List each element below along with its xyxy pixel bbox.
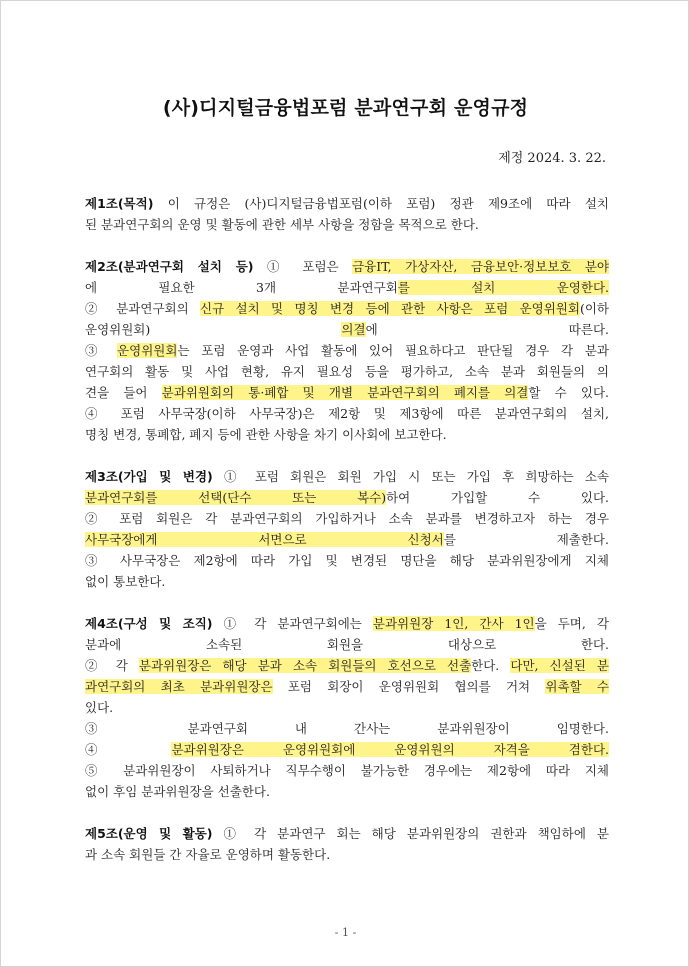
article-line [85, 382, 609, 403]
highlighted-text: 분과위원회의 통·폐합 및 개별 분과연구회의 폐지를 의결 [161, 385, 529, 400]
article-text: 한다. [471, 658, 511, 673]
article-text: ① 포럼 회원은 회원 가입 시 또는 가입 후 희망하는 소속 [223, 469, 609, 484]
article-line [85, 634, 609, 655]
article-text: ③ [85, 343, 118, 358]
article-4 [85, 613, 609, 802]
article-3 [85, 466, 609, 592]
document-body [85, 193, 609, 886]
article-heading: 제5조(운영 및 활동) [85, 826, 213, 841]
article-text: 명칭 변경, 통폐합, 폐지 등에 관한 사항을 차기 이사회에 보고한다. [85, 427, 447, 442]
article-heading: 제2조(분과연구회 설치 등) [85, 259, 254, 274]
article-text: 연구회의 활동 및 사업 현황, 유지 필요성 등을 평가하고, 소속 분과 회원들의 의 [85, 364, 609, 379]
highlighted-text: 분과위원장 1인, 간사 1인 [372, 616, 535, 631]
article-line [85, 571, 609, 592]
highlighted-text: 분과위원장은 해당 분과 소속 회원들의 호선으로 선출 [138, 658, 472, 673]
article-heading: 제1조(목적) [85, 196, 154, 211]
article-line [85, 256, 609, 277]
article-line [85, 298, 609, 319]
document-title: (사)디지털금융법포럼 분과연구회 운영규정 [162, 97, 529, 119]
article-line [85, 340, 609, 361]
article-line [85, 319, 609, 340]
highlighted-text: 금융IT, 가상자산, 금융보안·정보보호 분야 [352, 259, 609, 274]
article-line [85, 466, 609, 487]
article-line [85, 487, 609, 508]
article-text: 포럼 회장이 운영위원회 협의를 거쳐 [272, 679, 546, 694]
article-text: 하여 가입할 수 있다. [386, 490, 609, 505]
highlighted-text: 신규 설치 및 명칭 변경 등에 관한 사항은 포럼 운영위원회 [200, 301, 580, 316]
article-text: ② 각 [85, 658, 139, 673]
article-line [85, 193, 609, 214]
highlighted-text: 다만, 신설된 분 [510, 658, 609, 673]
article-text: 없이 통보한다. [85, 574, 166, 589]
highlighted-text: 사무국장에게 서면으로 신청서 [85, 532, 444, 547]
article-text: 있다. [85, 700, 114, 715]
article-1 [85, 193, 609, 235]
page-number: - 1 - [334, 926, 357, 939]
article-text: ① 각 분과연구회에는 [223, 616, 373, 631]
article-text: 에 따른다. [365, 322, 609, 337]
article-text: 견을 들어 [85, 385, 162, 400]
article-text: 를 제출한다. [443, 532, 609, 547]
article-heading: 제4조(구성 및 조직) [85, 616, 213, 631]
article-line [85, 781, 609, 802]
article-text: ① 각 분과연구 회는 해당 분과위원장의 권한과 책임하에 분 [223, 826, 609, 841]
article-line [85, 508, 609, 529]
article-text: 이 규정은 (사)디지털금융법포럼(이하 포럼) 정관 제9조에 따라 설치 [167, 196, 609, 211]
article-text: ③ 분과연구회 내 간사는 분과위원장이 임명한다. [85, 721, 609, 736]
article-text: 된 분과연구회의 운영 및 활동에 관한 세부 사항을 정함을 목적으로 한다. [85, 217, 479, 232]
article-line [85, 739, 609, 760]
highlighted-text: 과연구회의 최초 분과위원장은 [85, 679, 273, 694]
article-text: ④ 포럼 사무국장(이하 사무국장)은 제2항 및 제3항에 따른 분과연구회의 설치, [85, 406, 609, 421]
article-line [85, 214, 609, 235]
highlighted-text: 운영위원회 [117, 343, 178, 358]
article-line [85, 676, 609, 697]
article-text: ③ 사무국장은 제2항에 따라 가입 및 변경된 명단을 해당 분과위원장에게 지체 [85, 553, 609, 568]
article-line [85, 361, 609, 382]
article-line [85, 424, 609, 445]
article-line [85, 277, 609, 298]
article-line [85, 529, 609, 550]
highlighted-text: 를 설치 운영한다. [397, 280, 609, 295]
article-2 [85, 256, 609, 445]
article-text: ② 분과연구회의 [85, 301, 201, 316]
article-line [85, 655, 609, 676]
article-text: ② 포럼 회원은 각 분과연구회의 가입하거나 소속 분과를 변경하고자 하는 경우 [85, 511, 609, 526]
highlighted-text: 분과연구회를 선택(단수 또는 복수) [85, 490, 387, 505]
article-line [85, 844, 609, 865]
enactment-date: 제정 2024. 3. 22. [498, 151, 606, 166]
highlighted-text: 위촉할 수 [545, 679, 609, 694]
article-line [85, 403, 609, 424]
article-text: (이하 [579, 301, 609, 316]
article-text: 분과에 소속된 회원을 대상으로 한다. [85, 637, 609, 652]
article-text: 을 두며, 각 [534, 616, 609, 631]
highlighted-text: 분과위원장은 운영위원회에 운영위원의 자격을 겸한다. [171, 742, 609, 757]
article-heading: 제3조(가입 및 변경) [85, 469, 213, 484]
article-line [85, 613, 609, 634]
article-text: 없이 후임 분과위원장을 선출한다. [85, 784, 270, 799]
highlighted-text: 의결 [341, 322, 366, 337]
article-line [85, 718, 609, 739]
article-text: 할 수 있다. [528, 385, 610, 400]
article-5 [85, 823, 609, 865]
article-text: ⑤ 분과위원장이 사퇴하거나 직무수행이 불가능한 경우에는 제2항에 따라 지체 [85, 763, 609, 778]
article-text: ④ [85, 742, 172, 757]
article-line [85, 697, 609, 718]
article-text: 운영위원회) [85, 322, 342, 337]
article-text: 는 포럼 운영과 사업 활동에 있어 필요하다고 판단될 경우 각 분과 [177, 343, 609, 358]
article-text: 에 필요한 3개 분과연구회 [85, 280, 398, 295]
article-text: ① 포럼은 [266, 259, 353, 274]
article-text: 과 소속 회원들 간 자율로 운영하며 활동한다. [85, 847, 331, 862]
article-line [85, 760, 609, 781]
article-line [85, 823, 609, 844]
article-line [85, 550, 609, 571]
